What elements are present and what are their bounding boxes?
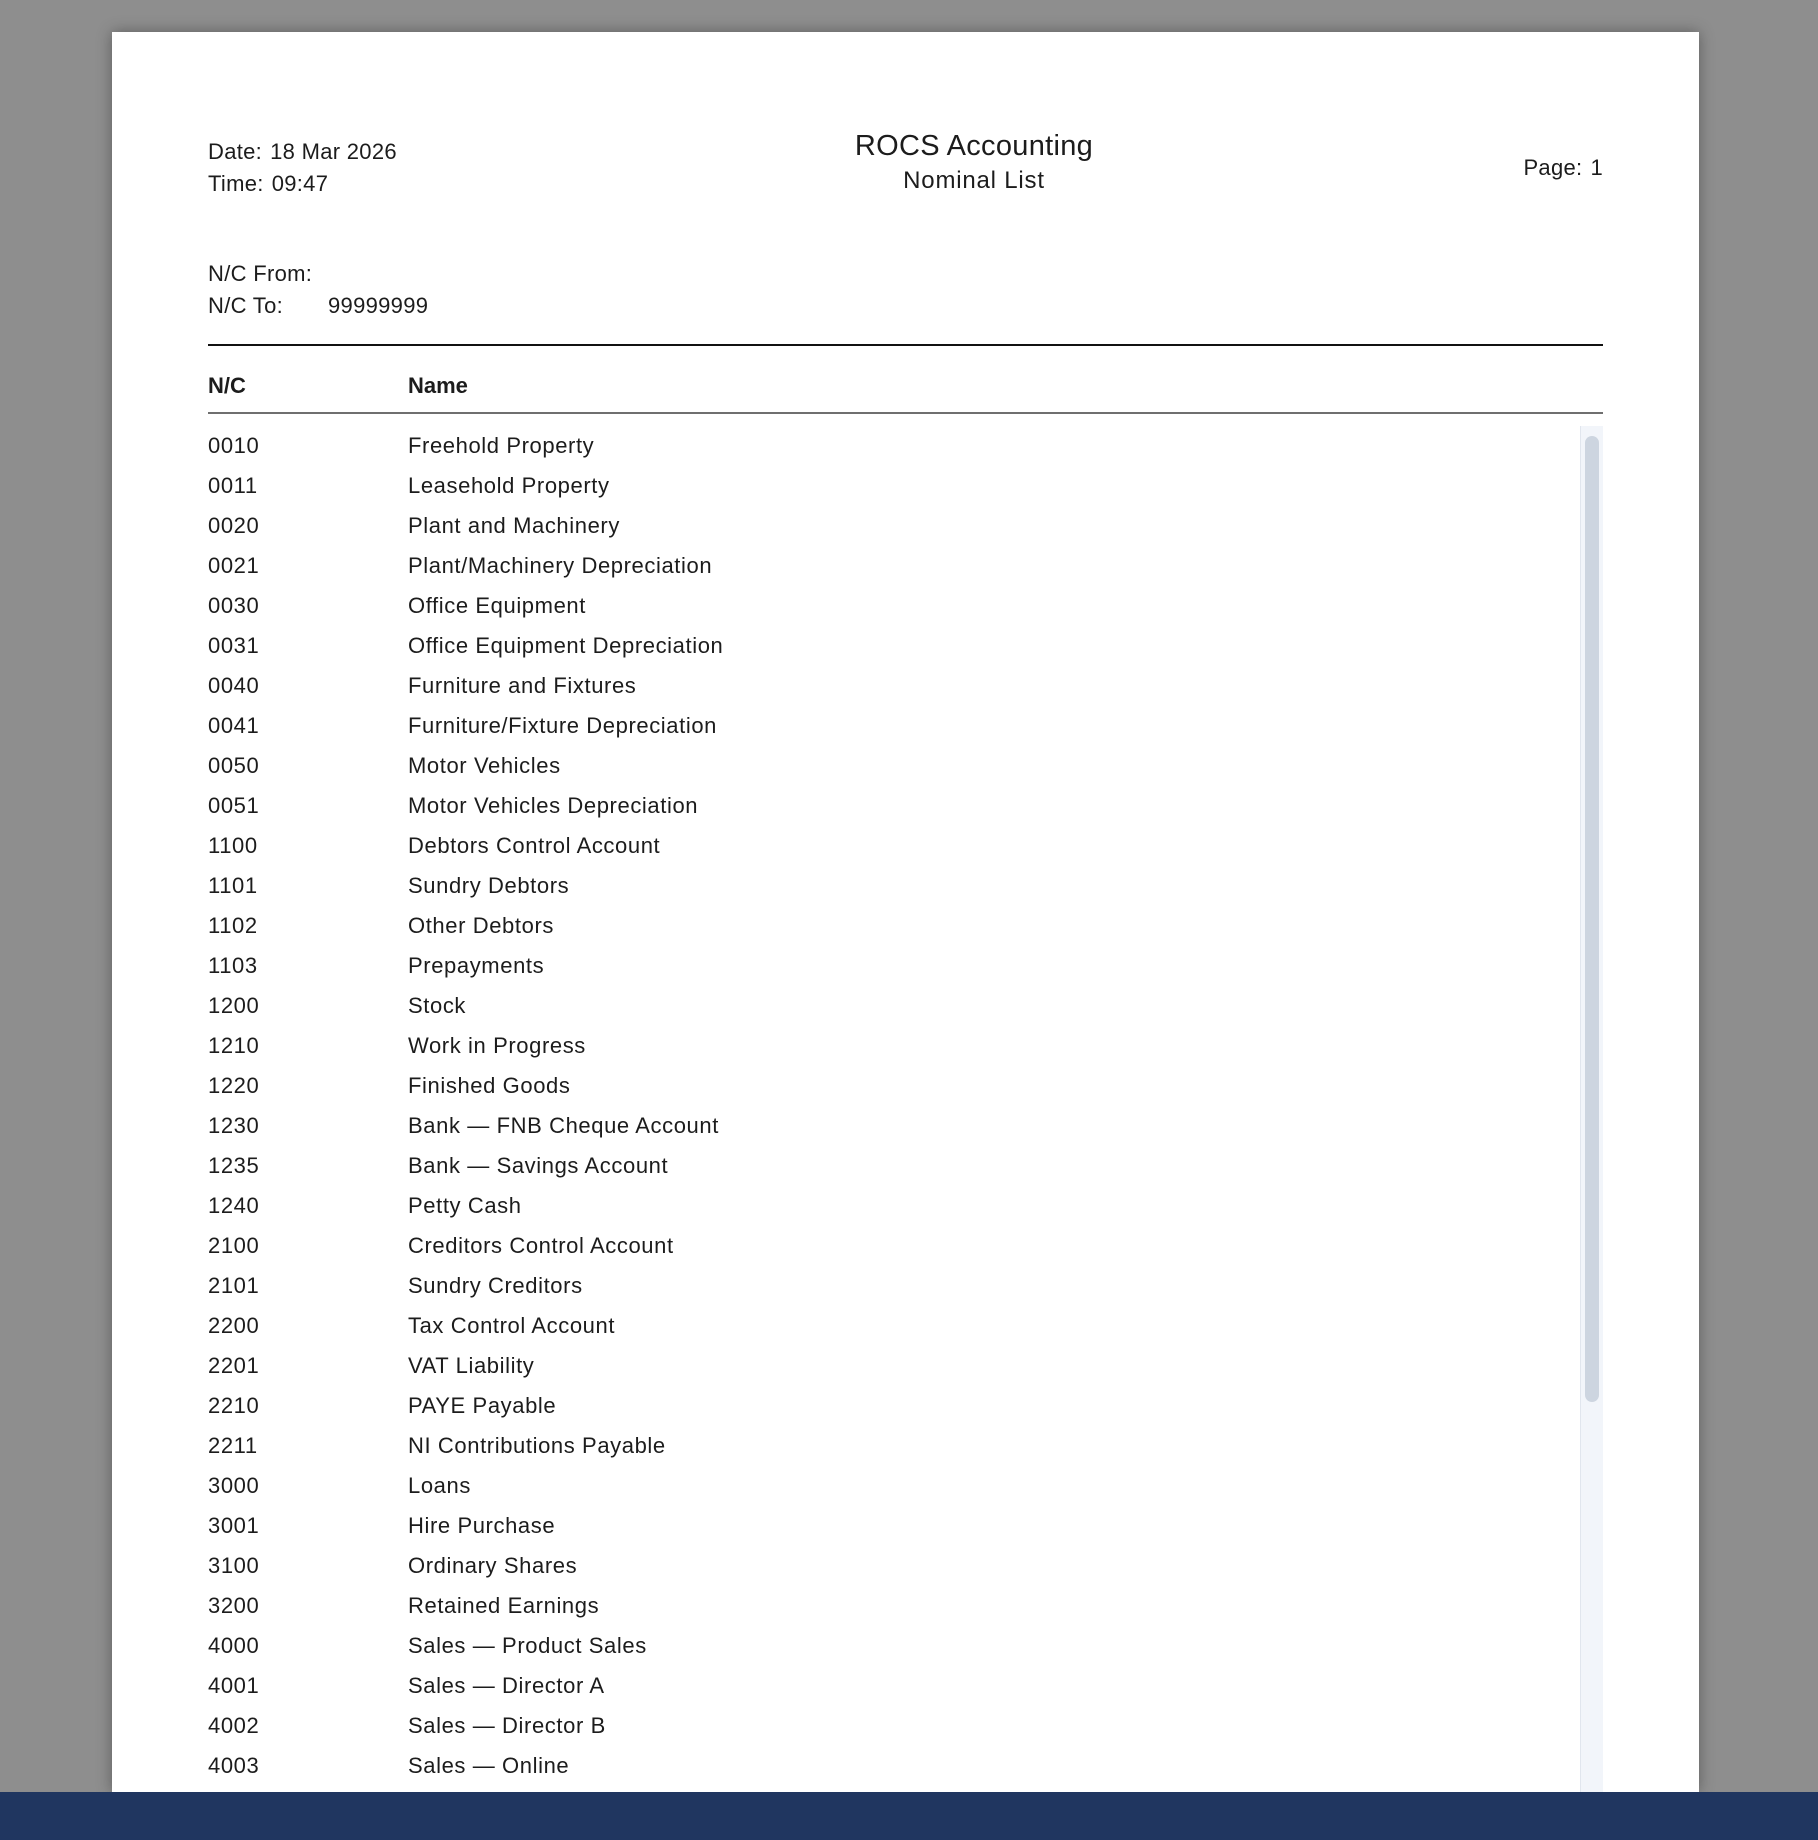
nc-code: 2200	[208, 1313, 260, 1338]
table-row[interactable]	[208, 786, 1579, 826]
page-value: 1	[1590, 155, 1603, 180]
table-row[interactable]	[208, 906, 1579, 946]
table-row[interactable]	[208, 1706, 1579, 1746]
nc-code: 1230	[208, 1113, 260, 1138]
column-headers	[208, 368, 1603, 404]
nc-code: 1102	[208, 913, 258, 938]
report-name: Nominal List	[903, 167, 1045, 194]
table-row[interactable]	[208, 1546, 1579, 1586]
account-name: Tax Control Account	[408, 1313, 616, 1338]
nc-code: 2101	[208, 1273, 260, 1298]
account-name: VAT Liability	[408, 1353, 535, 1378]
nc-code: 2211	[208, 1433, 258, 1458]
table-row[interactable]	[208, 1066, 1579, 1106]
account-name: Sundry Creditors	[408, 1273, 583, 1298]
table-row[interactable]	[208, 666, 1579, 706]
nc-code: 1240	[208, 1193, 260, 1218]
nominal-list[interactable]	[208, 426, 1603, 1792]
account-name: Sales — Online	[408, 1753, 570, 1778]
nc-code: 1210	[208, 1033, 260, 1058]
table-row[interactable]	[208, 1426, 1579, 1466]
column-header-divider	[208, 412, 1603, 414]
table-row[interactable]	[208, 1466, 1579, 1506]
table-row[interactable]	[208, 1386, 1579, 1426]
table-row[interactable]	[208, 1106, 1579, 1146]
table-row[interactable]	[208, 706, 1579, 746]
nc-from-row	[208, 258, 428, 290]
report-meta	[208, 136, 397, 200]
account-name: Sales — Product Sales	[408, 1633, 647, 1658]
account-name: Motor Vehicles	[408, 753, 561, 778]
nc-code: 0040	[208, 673, 260, 698]
nc-code: 1100	[208, 833, 258, 858]
table-row[interactable]	[208, 946, 1579, 986]
nc-from-label: N/C From:	[208, 261, 313, 286]
nc-code: 4000	[208, 1633, 260, 1658]
nc-code: 0031	[208, 633, 260, 658]
nc-code: 3000	[208, 1473, 260, 1498]
account-name: Creditors Control Account	[408, 1233, 674, 1258]
account-name: Debtors Control Account	[408, 833, 661, 858]
nc-code: 4001	[208, 1673, 260, 1698]
nc-code: 1220	[208, 1073, 260, 1098]
nc-code: 0020	[208, 513, 260, 538]
nc-code: 0050	[208, 753, 260, 778]
column-header-name: Name	[408, 373, 468, 398]
table-row[interactable]	[208, 626, 1579, 666]
nc-code: 0010	[208, 433, 260, 458]
account-name: Petty Cash	[408, 1193, 522, 1218]
table-row[interactable]	[208, 546, 1579, 586]
report-title-block	[612, 128, 1336, 198]
account-name: Furniture/Fixture Depreciation	[408, 713, 718, 738]
nc-code: 4003	[208, 1753, 260, 1778]
date-row	[208, 136, 397, 168]
nc-code: 2210	[208, 1393, 260, 1418]
table-row[interactable]	[208, 1626, 1579, 1666]
table-row[interactable]	[208, 866, 1579, 906]
account-name: Sales — Director B	[408, 1713, 606, 1738]
nc-code: 3001	[208, 1513, 260, 1538]
nc-code: 0021	[208, 553, 260, 578]
nc-code: 0011	[208, 473, 258, 498]
account-name: Prepayments	[408, 953, 545, 978]
scrollbar-thumb[interactable]	[1585, 436, 1599, 1402]
table-row[interactable]	[208, 1506, 1579, 1546]
nc-to-label: N/C To:	[208, 293, 284, 318]
account-name: Stock	[408, 993, 467, 1018]
account-name: Sales — Director A	[408, 1673, 605, 1698]
account-name: Hire Purchase	[408, 1513, 556, 1538]
nc-code: 0030	[208, 593, 260, 618]
date-value: 18 Mar 2026	[270, 139, 397, 164]
account-name: Plant and Machinery	[408, 513, 620, 538]
account-name: Ordinary Shares	[408, 1553, 578, 1578]
nc-to-value: 99999999	[328, 293, 429, 318]
account-name: Sundry Debtors	[408, 873, 570, 898]
table-row[interactable]	[208, 986, 1579, 1026]
account-name: Bank — Savings Account	[408, 1153, 669, 1178]
table-row[interactable]	[208, 586, 1579, 626]
nc-code: 2201	[208, 1353, 260, 1378]
nc-code: 2100	[208, 1233, 260, 1258]
account-name: Freehold Property	[408, 433, 595, 458]
time-label: Time:	[208, 171, 264, 196]
footer-bar	[0, 1792, 1818, 1840]
account-name: NI Contributions Payable	[408, 1433, 666, 1458]
header-divider	[208, 344, 1603, 346]
report-page	[112, 32, 1699, 1792]
account-name: Finished Goods	[408, 1073, 571, 1098]
table-row[interactable]	[208, 1186, 1579, 1226]
nc-code: 1235	[208, 1153, 260, 1178]
account-name: Bank — FNB Cheque Account	[408, 1113, 719, 1138]
table-row[interactable]	[208, 1666, 1579, 1706]
account-name: Work in Progress	[408, 1033, 586, 1058]
time-value: 09:47	[271, 171, 329, 196]
nc-range	[208, 258, 428, 322]
nc-code: 3200	[208, 1593, 260, 1618]
table-row[interactable]	[208, 466, 1579, 506]
table-row[interactable]	[208, 1586, 1579, 1626]
nc-code: 3100	[208, 1553, 260, 1578]
table-row[interactable]	[208, 1226, 1579, 1266]
account-name: Other Debtors	[408, 913, 554, 938]
nc-code: 0051	[208, 793, 260, 818]
column-header-nc: N/C	[208, 373, 246, 398]
account-name: Plant/Machinery Depreciation	[408, 553, 713, 578]
page-number	[1523, 152, 1603, 184]
account-name: Office Equipment Depreciation	[408, 633, 724, 658]
table-row[interactable]	[208, 1266, 1579, 1306]
scrollbar-track[interactable]	[1580, 426, 1603, 1792]
table-row[interactable]	[208, 426, 1579, 466]
table-row[interactable]	[208, 1346, 1579, 1386]
table-row[interactable]	[208, 1746, 1579, 1786]
account-name: Office Equipment	[408, 593, 586, 618]
table-row[interactable]	[208, 1026, 1579, 1066]
nominal-rows	[208, 426, 1579, 1826]
date-label: Date:	[208, 139, 263, 164]
account-name: Motor Vehicles Depreciation	[408, 793, 699, 818]
table-row[interactable]	[208, 746, 1579, 786]
nc-code: 1200	[208, 993, 260, 1018]
table-row[interactable]	[208, 506, 1579, 546]
nc-code: 1103	[208, 953, 258, 978]
account-name: Loans	[408, 1473, 471, 1498]
table-row[interactable]	[208, 1306, 1579, 1346]
nc-code: 1101	[208, 873, 258, 898]
page-label: Page:	[1523, 155, 1583, 180]
account-name: Retained Earnings	[408, 1593, 600, 1618]
table-row[interactable]	[208, 826, 1579, 866]
account-name: Furniture and Fixtures	[408, 673, 637, 698]
table-row[interactable]	[208, 1146, 1579, 1186]
nc-to-row	[208, 290, 428, 322]
account-name: Leasehold Property	[408, 473, 610, 498]
nc-code: 4002	[208, 1713, 260, 1738]
nc-code: 0041	[208, 713, 260, 738]
company-name: ROCS Accounting	[854, 130, 1094, 162]
account-name: PAYE Payable	[408, 1393, 557, 1418]
time-row	[208, 168, 397, 200]
